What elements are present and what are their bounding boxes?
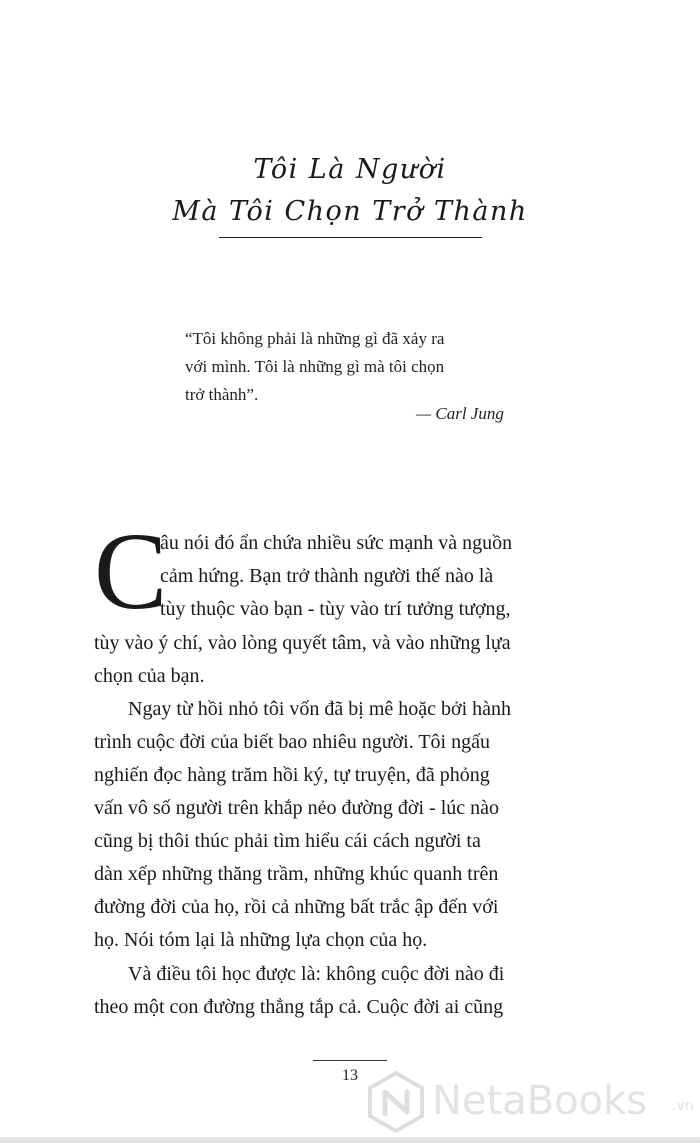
epigraph-line: trở thành”. <box>185 385 259 404</box>
body-line: trình cuộc đời của biết bao nhiêu người. Tôi ngấu <box>94 731 490 753</box>
body-line: cảm hứng. Bạn trở thành người thế nào là <box>160 565 494 587</box>
body-line: tùy thuộc vào bạn - tùy vào trí tưởng tượng, <box>160 598 511 620</box>
body-line: nghiến đọc hàng trăm hồi ký, tự truyện, đã phỏng <box>94 764 490 786</box>
body-line: Ngay từ hồi nhỏ tôi vốn đã bị mê hoặc bởi hành <box>128 698 512 720</box>
epigraph-line: với mình. Tôi là những gì mà tôi chọn <box>185 357 445 376</box>
body-line: theo một con đường thẳng tắp cả. Cuộc đời ai cũng <box>94 996 504 1018</box>
body-line: cũng bị thôi thúc phải tìm hiểu cái cách người ta <box>94 830 481 852</box>
watermark <box>366 1068 696 1138</box>
epigraph-quote <box>185 325 525 409</box>
footer-divider <box>313 1060 387 1061</box>
watermark-suffix: .vn <box>672 1098 694 1114</box>
body-line: chọn của bạn. <box>94 665 205 687</box>
body-line: tùy vào ý chí, vào lòng quyết tâm, và vào những lựa <box>94 632 511 654</box>
body-line: âu nói đó ẩn chứa nhiều sức mạnh và nguồn <box>160 532 513 554</box>
body-line: dàn xếp những thăng trầm, những khúc quanh trên <box>94 863 499 885</box>
chapter-title-line-1: Tôi Là Người <box>253 154 447 185</box>
body-line: Và điều tôi học được là: không cuộc đời nào đi <box>128 963 505 985</box>
body-line: đường đời của họ, rồi cả những bất trắc ập đến với <box>94 896 499 918</box>
netabooks-logo-icon <box>366 1070 426 1134</box>
title-divider <box>219 237 482 238</box>
watermark-brand: NetaBooks <box>432 1078 648 1124</box>
epigraph-attribution: — Carl Jung <box>416 404 504 423</box>
page-number: 13 <box>342 1067 358 1084</box>
page-bottom-edge <box>0 1137 700 1143</box>
epigraph-line: “Tôi không phải là những gì đã xảy ra <box>185 329 445 348</box>
chapter-title-line-2: Mà Tôi Chọn Trở Thành <box>172 196 528 227</box>
body-line: họ. Nói tóm lại là những lựa chọn của họ. <box>94 929 428 951</box>
drop-cap: C <box>94 510 168 632</box>
body-line: vấn vô số người trên khắp nẻo đường đời - lúc nào <box>94 797 499 819</box>
